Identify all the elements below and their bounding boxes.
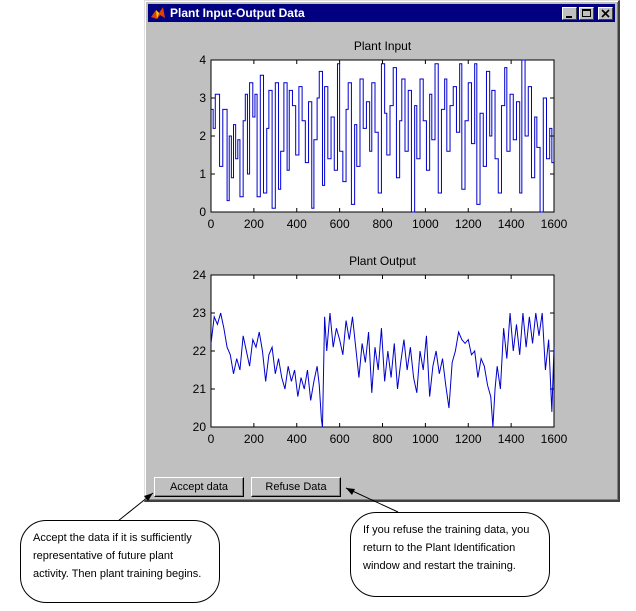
output-x-tick-label: 400 — [286, 432, 307, 446]
input-x-tick-label: 400 — [286, 217, 307, 231]
refuse-callout — [350, 512, 550, 597]
output-x-tick-label: 1200 — [454, 432, 482, 446]
output-y-tick-label: 21 — [192, 382, 206, 396]
input-plot-area — [211, 60, 554, 212]
refuse-arrow-head — [346, 488, 355, 495]
plant-input-plot — [199, 39, 567, 231]
output-x-tick-label: 1600 — [540, 432, 568, 446]
input-x-tick-label: 200 — [243, 217, 264, 231]
output-x-tick-label: 800 — [372, 432, 393, 446]
input-x-tick-label: 0 — [207, 217, 215, 231]
refuse-callout-text: If you refuse the training data, you return to the Plant Identification window and restart the training. — [363, 524, 530, 572]
input-x-tick-label: 600 — [329, 217, 350, 231]
input-y-tick-label: 4 — [199, 53, 206, 67]
accept-callout-text: Accept the data if it is sufficiently representative of future plant activity. Then plant training begins. — [33, 532, 202, 580]
input-y-tick-label: 0 — [199, 205, 206, 219]
output-y-tick-label: 23 — [192, 306, 206, 320]
output-y-tick-label: 20 — [192, 420, 206, 434]
accept-data-button[interactable]: Accept data — [154, 477, 244, 497]
refuse-callout-arrow — [346, 488, 398, 512]
plant-output-plot — [193, 254, 568, 446]
input-y-tick-label: 3 — [199, 91, 206, 105]
window-title: Plant Input-Output Data — [170, 6, 305, 20]
input-y-tick-label: 2 — [199, 129, 206, 143]
refuse-data-button[interactable]: Refuse Data — [251, 477, 341, 497]
output-x-tick-label: 1000 — [412, 432, 439, 446]
input-x-tick-label: 1600 — [540, 217, 568, 231]
accept-arrow-head — [144, 493, 153, 501]
output-y-tick-label: 24 — [192, 268, 206, 282]
input-plot-title: Plant Input — [353, 39, 412, 53]
input-x-tick-label: 800 — [372, 217, 393, 231]
output-x-tick-label: 1400 — [497, 432, 525, 446]
accept-callout — [20, 520, 220, 603]
output-x-tick-label: 200 — [243, 432, 264, 446]
input-x-tick-label: 1000 — [412, 217, 439, 231]
output-x-tick-label: 600 — [329, 432, 350, 446]
input-y-tick-label: 1 — [199, 167, 206, 181]
input-x-tick-label: 1400 — [497, 217, 525, 231]
input-x-tick-label: 1200 — [454, 217, 482, 231]
output-x-tick-label: 0 — [207, 432, 215, 446]
output-plot-title: Plant Output — [349, 254, 416, 268]
output-y-tick-label: 22 — [192, 344, 206, 358]
callout-arrows — [118, 488, 398, 521]
